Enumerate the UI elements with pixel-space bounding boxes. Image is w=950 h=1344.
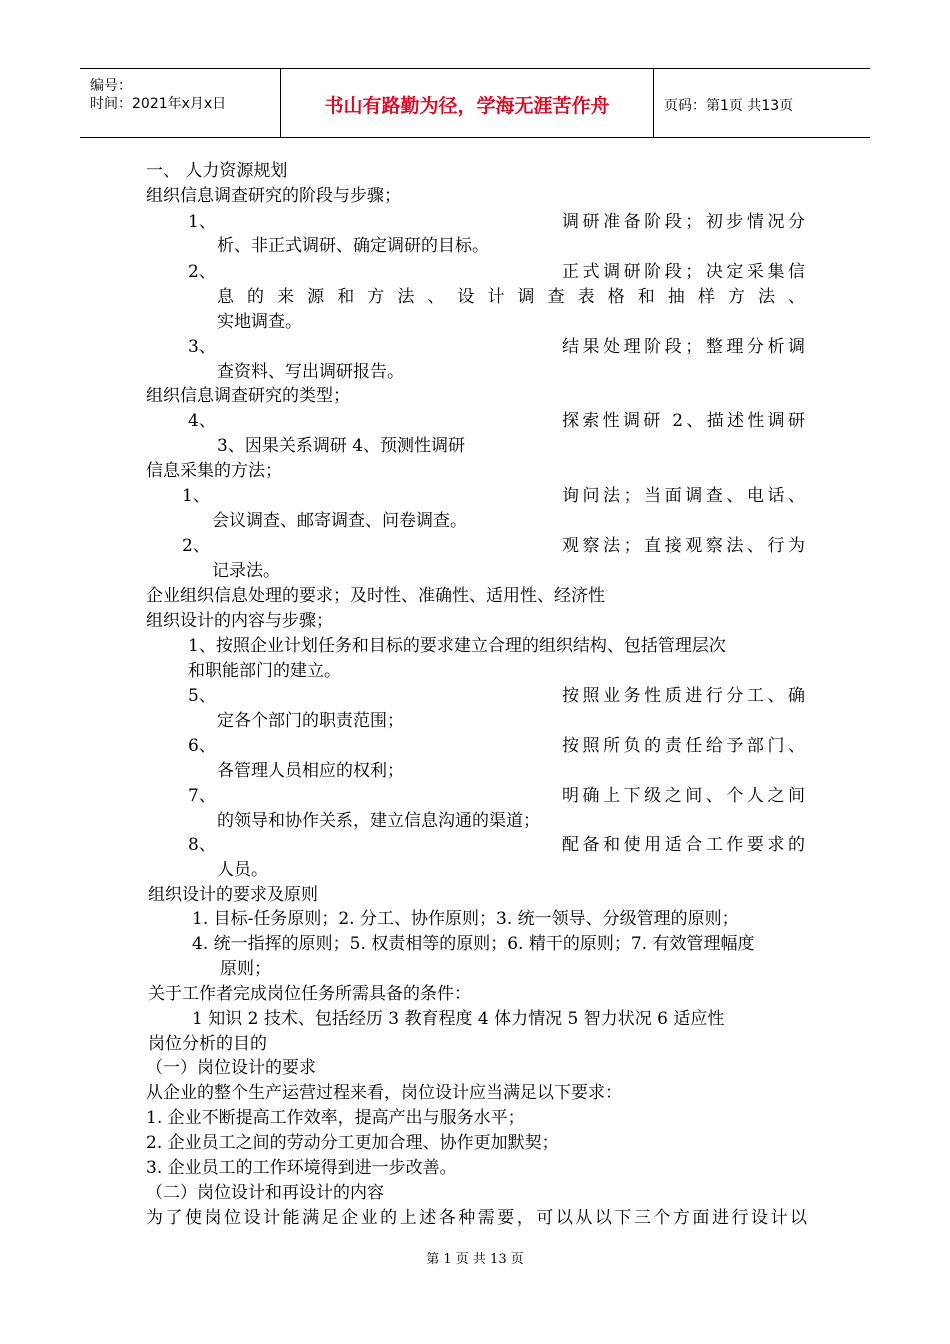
list-number: 5、 bbox=[188, 686, 216, 706]
paragraph-text: 从企业的整个生产运营过程来看，岗位设计应当满足以下要求： bbox=[146, 1083, 622, 1103]
list-item-continuation: 析、非正式调研、确定调研的目标。 bbox=[217, 236, 489, 256]
list-number: 7、 bbox=[188, 786, 216, 806]
list-number: 6、 bbox=[188, 736, 216, 756]
list-item-continuation: 记录法。 bbox=[212, 561, 280, 581]
numbered-item: 2. 企业员工之间的劳动分工更加合理、协作更加默契； bbox=[146, 1133, 559, 1153]
paragraph-heading: 组织信息调查研究的类型； bbox=[146, 386, 350, 406]
subsection-heading: （一）岗位设计的要求 bbox=[146, 1058, 316, 1078]
list-item-text: 结果处理阶段；整理分析调 bbox=[562, 337, 805, 357]
list-item-text: 观察法；直接观察法、行为 bbox=[562, 536, 805, 556]
numbered-item: 3. 企业员工的工作环境得到进一步改善。 bbox=[146, 1158, 457, 1178]
list-item-continuation: 定各个部门的职责范围； bbox=[217, 711, 404, 731]
list-number: 8、 bbox=[188, 835, 216, 855]
list-number: 4、 bbox=[188, 411, 216, 431]
paragraph-text: 1、按照企业计划任务和目标的要求建立合理的组织结构、包括管理层次 bbox=[188, 636, 726, 656]
paragraph-heading: 组织信息调查研究的阶段与步骤； bbox=[146, 186, 401, 206]
list-item-text: 明确上下级之间、个人之间 bbox=[562, 786, 805, 806]
page-footer: 第 1 页 共 13 页 bbox=[426, 1252, 524, 1267]
list-item-continuation: 实地调查。 bbox=[217, 312, 302, 332]
list-item-text: 调研准备阶段；初步情况分 bbox=[562, 212, 805, 232]
list-item-continuation: 3、因果关系调研 4、预测性调研 bbox=[217, 436, 466, 456]
header-page-cell bbox=[654, 69, 870, 137]
paragraph-heading: 关于工作者完成岗位任务所需具备的条件： bbox=[148, 984, 471, 1004]
list-item-continuation: 人员。 bbox=[217, 860, 268, 880]
list-item-continuation: 各管理人员相应的权利； bbox=[217, 761, 404, 781]
list-item-continuation: 会议调查、邮寄调查、问卷调查。 bbox=[212, 511, 467, 531]
conditions-line: 1 知识 2 技术、包括经历 3 教育程度 4 体力情况 5 智力状况 6 适应性 bbox=[192, 1009, 725, 1029]
list-item-text: 正式调研阶段；决定采集信 bbox=[562, 262, 805, 282]
list-number: 2、 bbox=[182, 536, 210, 556]
list-number: 2、 bbox=[188, 262, 216, 282]
principles-line: 原则； bbox=[220, 959, 271, 979]
list-item-continuation: 息的来源和方法、设计调查表格和抽样方法、 bbox=[217, 287, 805, 307]
list-number: 3、 bbox=[188, 337, 216, 357]
paragraph-heading: 信息采集的方法； bbox=[146, 461, 282, 481]
paragraph-heading: 岗位分析的目的 bbox=[148, 1034, 267, 1054]
list-item-text: 按照所负的责任给予部门、 bbox=[562, 736, 805, 756]
paragraph-text: 企业组织信息处理的要求；及时性、准确性、适用性、经济性 bbox=[146, 586, 605, 606]
principles-line: 1. 目标-任务原则；2. 分工、协作原则；3. 统一领导、分级管理的原则； bbox=[192, 909, 739, 929]
list-number: 1、 bbox=[188, 212, 216, 232]
list-item-continuation: 查资料、写出调研报告。 bbox=[217, 362, 404, 382]
list-item-text: 按照业务性质进行分工、确 bbox=[562, 686, 805, 706]
paragraph-text: 为了使岗位设计能满足企业的上述各种需要，可以从以下三个方面进行设计以 bbox=[146, 1208, 807, 1228]
list-item-continuation: 的领导和协作关系，建立信息沟通的渠道； bbox=[217, 811, 540, 831]
list-item-text: 询问法；当面调查、电话、 bbox=[562, 486, 805, 506]
header-meta-cell bbox=[80, 69, 281, 137]
header-motto-cell bbox=[281, 69, 654, 137]
subsection-heading: （二）岗位设计和再设计的内容 bbox=[146, 1183, 384, 1203]
header-motto: 书山有路勤为径，学海无涯苦作舟 bbox=[324, 95, 610, 117]
doc-number-label: 编号： bbox=[90, 78, 132, 94]
paragraph-text: 和职能部门的建立。 bbox=[188, 661, 341, 681]
header-page-number: 页码：第1页 共13页 bbox=[664, 98, 794, 114]
page-header bbox=[80, 68, 870, 138]
list-item-text: 探索性调研 2、描述性调研 bbox=[562, 411, 805, 431]
list-number: 1、 bbox=[182, 486, 210, 506]
numbered-item: 1. 企业不断提高工作效率，提高产出与服务水平； bbox=[146, 1108, 525, 1128]
paragraph-heading: 组织设计的内容与步骤； bbox=[146, 611, 333, 631]
principles-line: 4. 统一指挥的原则；5. 权责相等的原则；6. 精干的原则；7. 有效管理幅度 bbox=[192, 934, 755, 954]
paragraph-heading: 组织设计的要求及原则 bbox=[148, 885, 318, 905]
section-heading: 一、 人力资源规划 bbox=[146, 161, 288, 181]
doc-date-label: 时间：2021年x月x日 bbox=[90, 96, 227, 112]
list-item-text: 配备和使用适合工作要求的 bbox=[562, 835, 805, 855]
